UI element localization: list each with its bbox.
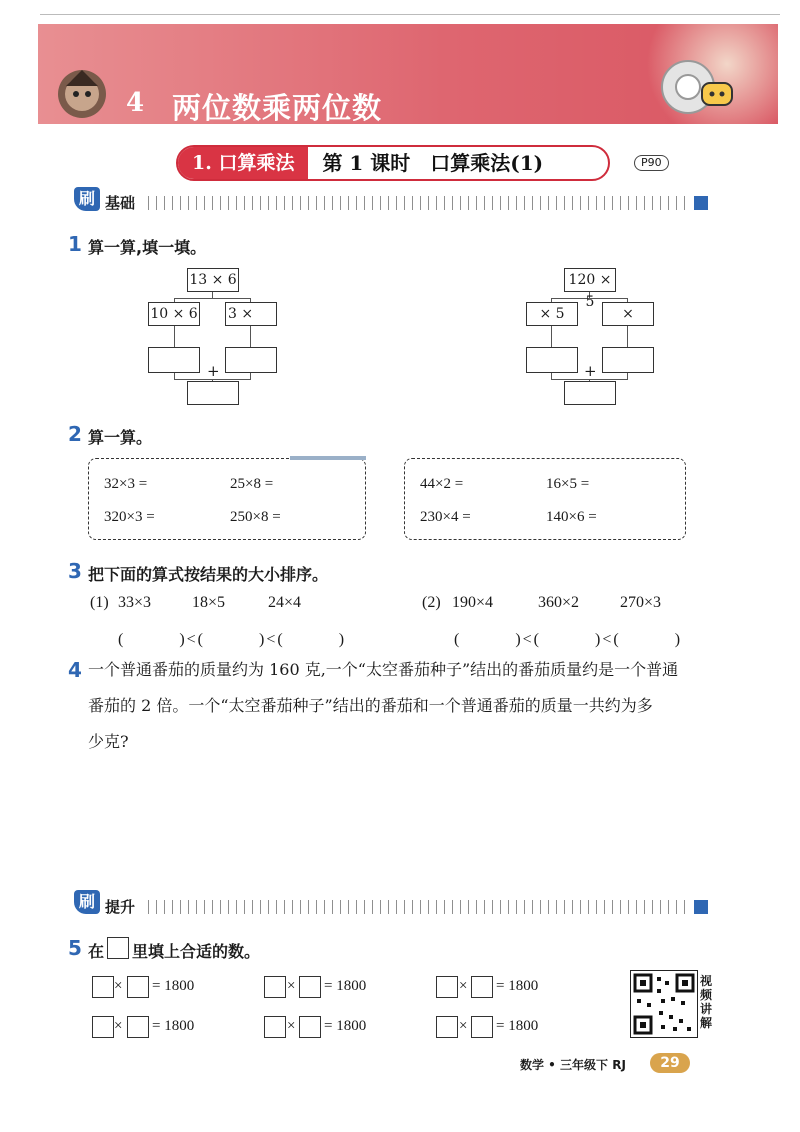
equation-result: = 1800 xyxy=(324,978,367,994)
times-sign: × xyxy=(287,1018,296,1034)
tree-right-answer-2[interactable] xyxy=(602,347,654,373)
plus-sign: + xyxy=(207,362,220,380)
sort-item: 24×4 xyxy=(268,594,302,611)
brush-icon: 刷 xyxy=(74,187,100,211)
tree-left-answer-1[interactable] xyxy=(148,347,200,373)
equation-result: = 1800 xyxy=(496,1018,539,1034)
equation-result: = 1800 xyxy=(496,978,539,994)
section-ruler xyxy=(148,196,688,210)
video-explanation-label[interactable]: 视频讲解 xyxy=(700,974,713,1030)
lesson-section: 1. 口算乘法 xyxy=(178,147,308,179)
sort-blanks-1[interactable]: ( )<( )<( ) xyxy=(118,631,347,648)
page-number: 29 xyxy=(650,1053,690,1073)
fill-box[interactable] xyxy=(127,976,149,998)
tree-left-top: 13 × 6 xyxy=(187,268,239,292)
card-accent xyxy=(290,456,366,460)
tree-right-top: 120 × 5 xyxy=(564,268,616,292)
fill-box[interactable] xyxy=(127,1016,149,1038)
calc-card-left xyxy=(88,458,366,540)
question-3-number: 3 xyxy=(68,559,82,583)
times-sign: × xyxy=(114,1018,123,1034)
sort-part-1-label: (1) xyxy=(90,594,109,611)
times-sign: × xyxy=(287,978,296,994)
sort-part-2-label: (2) xyxy=(422,594,441,611)
tree-right-sum[interactable] xyxy=(564,381,616,405)
footer-text: 数学 • 三年级下 RJ xyxy=(520,1058,626,1072)
sort-blanks-2[interactable]: ( )<( )<( ) xyxy=(454,631,683,648)
question-5-text-pre: 在 xyxy=(88,942,105,961)
section-basic-label: 基础 xyxy=(105,194,136,212)
question-4-number: 4 xyxy=(68,658,82,682)
section-ruler-end xyxy=(694,196,708,210)
sort-item: 190×4 xyxy=(452,594,494,611)
question-1-text: 算一算,填一填。 xyxy=(88,238,207,257)
tree-left-answer-2[interactable] xyxy=(225,347,277,373)
tree-line xyxy=(551,325,552,347)
sort-item: 18×5 xyxy=(192,594,226,611)
lesson-title-bar xyxy=(176,145,610,181)
tree-line xyxy=(250,325,251,347)
question-2-number: 2 xyxy=(68,422,82,446)
gear-icon xyxy=(652,55,736,121)
calc-item: 140×6 = xyxy=(546,509,597,525)
tree-left-sum[interactable] xyxy=(187,381,239,405)
calc-card-right xyxy=(404,458,686,540)
sort-item: 360×2 xyxy=(538,594,580,611)
fill-box[interactable] xyxy=(299,976,321,998)
lesson-title: 第 1 课时 口算乘法(1) xyxy=(322,151,544,175)
mascot-icon xyxy=(52,64,112,122)
times-sign: × xyxy=(459,1018,468,1034)
fill-box[interactable] xyxy=(436,1016,458,1038)
question-4-line: 一个普通番茄的质量约为 160 克,一个“太空番茄种子”结出的番茄质量约是一个普通 xyxy=(88,660,679,679)
fill-box[interactable] xyxy=(92,1016,114,1038)
tree-right-right: × xyxy=(602,302,654,326)
sort-item: 33×3 xyxy=(118,594,152,611)
question-5-number: 5 xyxy=(68,936,82,960)
section-advanced-label: 提升 xyxy=(105,898,136,916)
tree-line xyxy=(627,325,628,347)
question-3-text: 把下面的算式按结果的大小排序。 xyxy=(88,565,329,584)
fill-box[interactable] xyxy=(299,1016,321,1038)
qr-code-icon[interactable] xyxy=(630,970,698,1038)
chapter-number: 4 xyxy=(126,88,145,118)
calc-item: 32×3 = xyxy=(104,476,148,492)
tree-left-left: 10 × 6 xyxy=(148,302,200,326)
calc-item: 44×2 = xyxy=(420,476,464,492)
equation-result: = 1800 xyxy=(152,1018,195,1034)
fill-box[interactable] xyxy=(92,976,114,998)
fill-box[interactable] xyxy=(471,1016,493,1038)
equation-result: = 1800 xyxy=(324,1018,367,1034)
question-4-line: 少克? xyxy=(88,732,129,751)
chapter-title: 两位数乘两位数 xyxy=(172,91,383,125)
tree-left-right: 3 × xyxy=(225,302,277,326)
calc-item: 230×4 = xyxy=(420,509,471,525)
tree-right-left: × 5 xyxy=(526,302,578,326)
calc-item: 320×3 = xyxy=(104,509,155,525)
fill-box[interactable] xyxy=(436,976,458,998)
calc-item: 25×8 = xyxy=(230,476,274,492)
calc-item: 16×5 = xyxy=(546,476,590,492)
top-rule xyxy=(40,14,780,15)
tree-right-answer-1[interactable] xyxy=(526,347,578,373)
times-sign: × xyxy=(459,978,468,994)
equation-result: = 1800 xyxy=(152,978,195,994)
calc-item: 250×8 = xyxy=(230,509,281,525)
fill-box[interactable] xyxy=(264,976,286,998)
blank-box-sample xyxy=(107,937,129,959)
plus-sign: + xyxy=(584,362,597,380)
page-reference-tag: P90 xyxy=(634,155,669,171)
question-1-number: 1 xyxy=(68,232,82,256)
fill-box[interactable] xyxy=(264,1016,286,1038)
section-ruler xyxy=(148,900,688,914)
question-4-line: 番茄的 2 倍。一个“太空番茄种子”结出的番茄和一个普通番茄的质量一共约为多 xyxy=(88,696,653,715)
question-5-text-post: 里填上合适的数。 xyxy=(132,942,261,961)
times-sign: × xyxy=(114,978,123,994)
tree-line xyxy=(174,298,251,299)
section-ruler-end xyxy=(694,900,708,914)
brush-icon: 刷 xyxy=(74,890,100,914)
sort-item: 270×3 xyxy=(620,594,662,611)
tree-line xyxy=(174,325,175,347)
question-2-text: 算一算。 xyxy=(88,428,153,447)
fill-box[interactable] xyxy=(471,976,493,998)
